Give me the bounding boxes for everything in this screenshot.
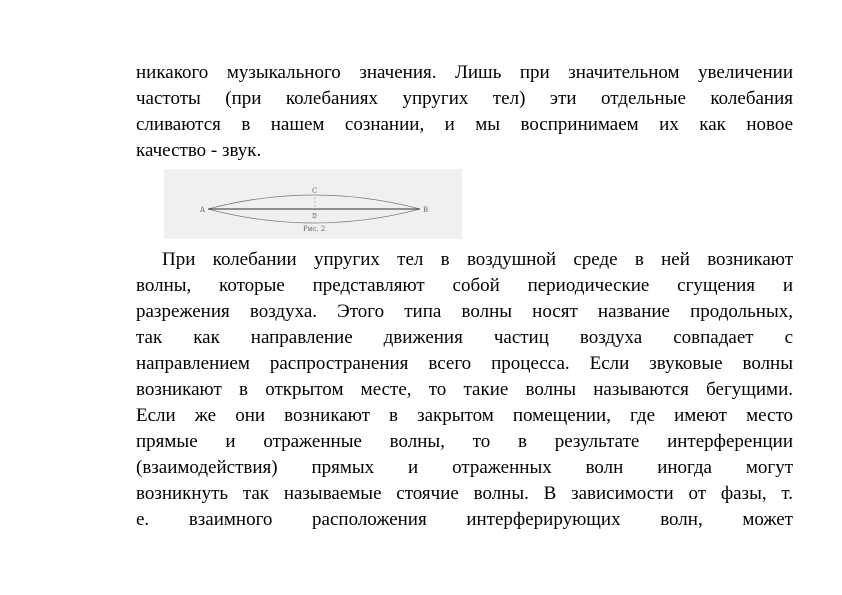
text-line: (взаимодействия) прямых и отраженных волн иногда могут [136, 457, 793, 478]
label-c: C [312, 187, 318, 195]
text-line: так как направление движения частиц воздуха совпадает с [136, 327, 793, 348]
text-line: частоты (при колебаниях упругих тел) эти отдельные колебания [136, 88, 793, 109]
text-line: разрежения воздуха. Этого типа волны носят название продольных, [136, 301, 793, 322]
text-line: При колебании упругих тел в воздушной среде в ней возникают [162, 249, 793, 270]
text-line: е. взаимного расположения интерферирующих волн, может [136, 509, 793, 530]
text-line: никакого музыкального значения. Лишь при значительном увеличении [136, 62, 793, 83]
label-d: D [312, 213, 317, 220]
text-line: качество - звук. [136, 140, 262, 161]
figure-caption: Рис. 2 [303, 225, 326, 233]
text-line: волны, которые представляют собой периодические сгущения и [136, 275, 793, 296]
label-a: A [200, 206, 206, 214]
text-line: возникнуть так называемые стоячие волны. В зависимости от фазы, т. [136, 483, 793, 504]
text-line: направлением распространения всего процесса. Если звуковые волны [136, 353, 793, 374]
text-line: сливаются в нашем сознании, и мы воспринимаем их как новое [136, 114, 793, 135]
text-line: возникают в открытом месте, то такие волны называются бегущими. [136, 379, 793, 400]
figure-string-oscillation [164, 169, 462, 239]
text-line: прямые и отраженные волны, то в результате интерференции [136, 431, 793, 452]
text-line: Если же они возникают в закрытом помещении, где имеют место [136, 405, 793, 426]
label-b: B [423, 206, 429, 214]
